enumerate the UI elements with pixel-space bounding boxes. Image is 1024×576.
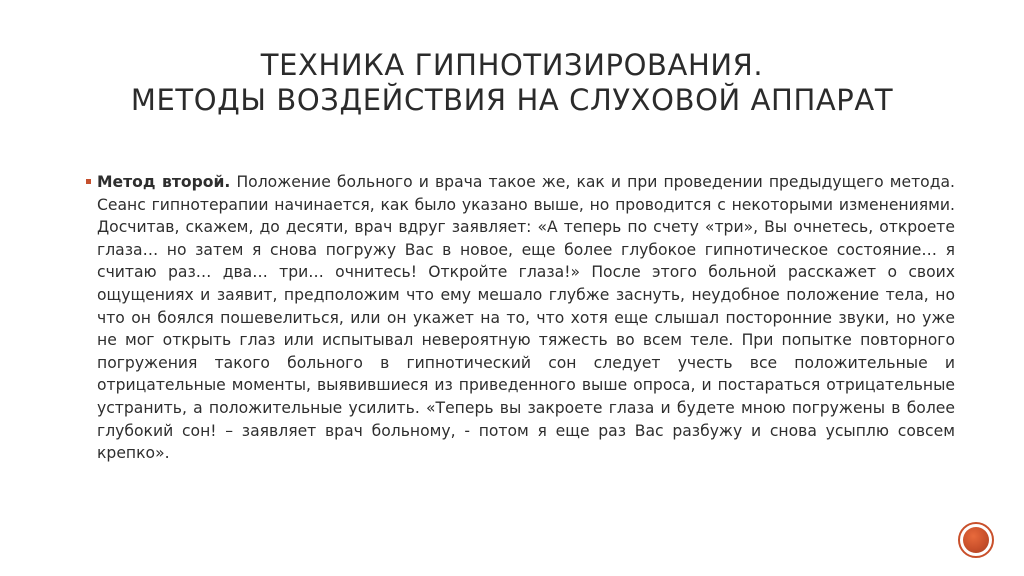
- slide-title-line-1: ТЕХНИКА ГИПНОТИЗИРОВАНИЯ.: [260, 48, 764, 82]
- slide-body-list: [97, 171, 955, 465]
- square-bullet-icon: [86, 179, 91, 184]
- bullet-lead: Метод второй.: [97, 173, 231, 191]
- badge-inner-circle: [963, 527, 989, 553]
- bullet-item: [97, 171, 955, 465]
- slide-title: [40, 48, 984, 118]
- bullet-text: Положение больного и врача такое же, как и при проведении предыдущего метода. Сеанс гипнотерапии начинается, как было указано выше, но проводится с некоторыми изменениями. Досчитав, скажем, до десяти, врач вдруг заявляет: «А теперь по счету «три», Вы очнетесь, откроете глаза… но затем я снова погружу Вас в новое, еще более глубокое гипнотическое состояние… я считаю раз… два… три… очнитесь! Откройте глаза!» После этого больной расскажет о своих ощущениях и заявит, предположим что ему мешало глубже заснуть, неудобное положение тела, но что он боялся пошевелиться, или он укажет на то, что хотя еще слышал посторонние звуки, но уже не мог открыть глаз или испытывал невероятную тяжесть во всем теле. При попытке повторного погружения такого больного в гипнотический сон следует учесть все положительные и отрицательные моменты, выявившиеся из приведенного выше опроса, и постараться отрицательные устранить, а положительные усилить. «Теперь вы закроете глаза и будете мною погружены в более глубокий сон! – заявляет врач больному, - потом я еще раз Вас разбужу и снова усыплю совсем крепко».: [97, 173, 955, 463]
- slide-title-line-2: МЕТОДЫ ВОЗДЕЙСТВИЯ НА СЛУХОВОЙ АППАРАТ: [130, 83, 894, 117]
- circle-badge-icon: [958, 522, 994, 558]
